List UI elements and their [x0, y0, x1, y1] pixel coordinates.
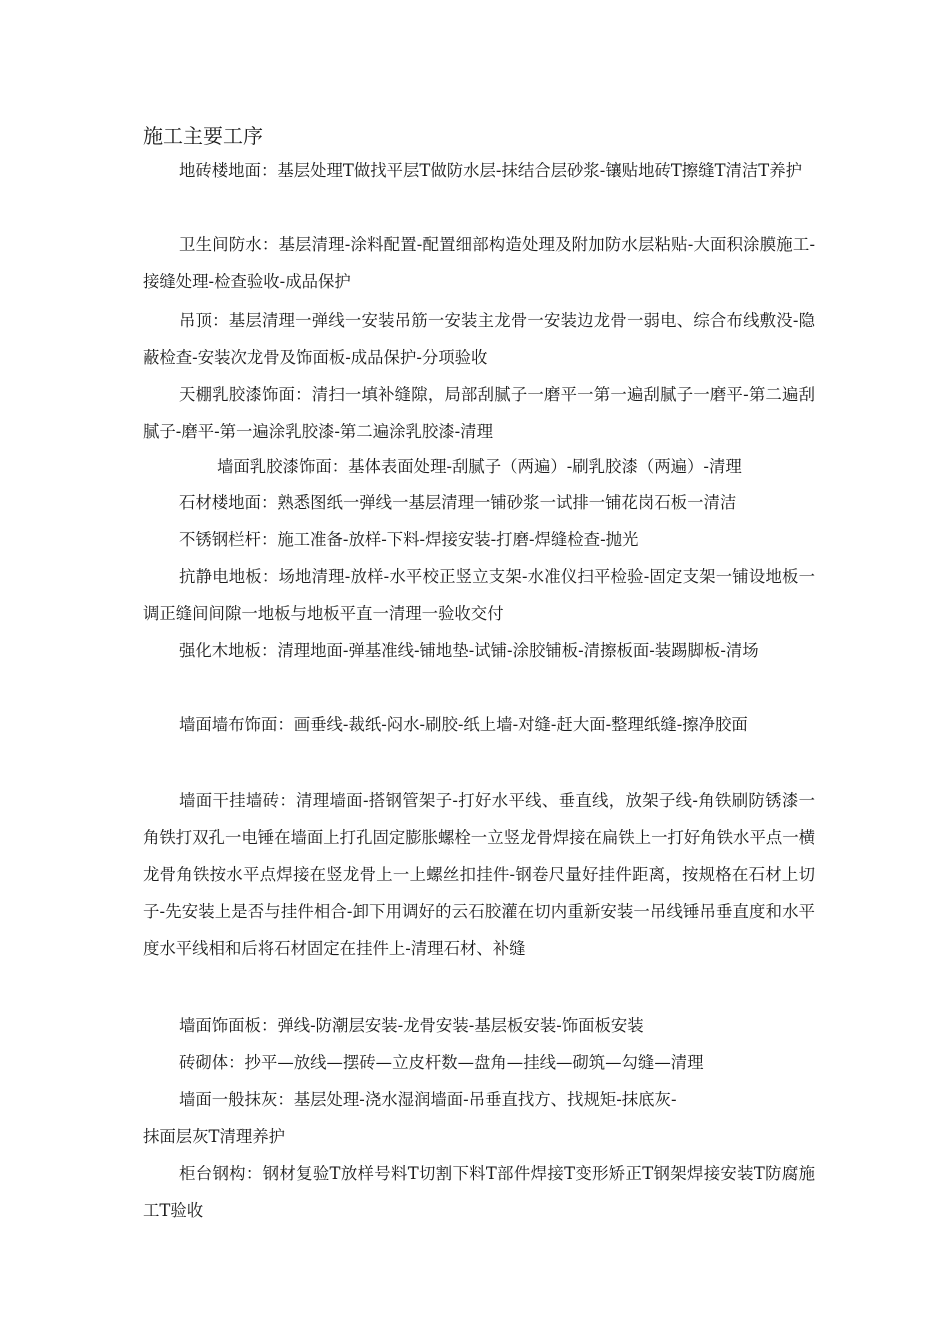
paragraph-ceiling-latex-paint: 天棚乳胶漆饰面：清扫一填补缝隙，局部刮腻子一磨平一第一遍刮腻子一磨平-第二遍刮腻子-磨平-第一遍涂乳胶漆-第二遍涂乳胶漆-清理	[143, 385, 815, 441]
paragraph-counter-steel: 柜台钢构：钢材复验T放样号料T切割下料T部件焊接T变形矫正T钢架焊接安装T防腐施工T验收	[143, 1164, 815, 1220]
paragraph-wall-plaster-continued: 抹面层灰T清理养护	[143, 1127, 286, 1146]
paragraph-stainless-railing: 不锈钢栏杆：施工准备-放样-下料-焊接安装-打磨-焊缝检查-抛光	[179, 530, 639, 549]
paragraph-wall-cloth: 墙面墙布饰面：画垂线-裁纸-闷水-刷胶-纸上墙-对缝-赶大面-整理纸缝-擦净胶面	[179, 715, 748, 734]
paragraph-stone-floor: 石材楼地面：熟悉图纸一弹线一基层清理一铺砂浆一试排一铺花岗石板一清洁	[179, 493, 737, 512]
paragraph-brick-masonry: 砖砌体：抄平—放线—摆砖—立皮杆数—盘角—挂线—砌筑—勾缝—清理	[179, 1053, 704, 1072]
paragraph-laminate-floor: 强化木地板：清理地面-弹基准线-铺地垫-试铺-涂胶铺板-清擦板面-装踢脚板-清场	[179, 641, 759, 660]
paragraph-wall-panel: 墙面饰面板：弹线-防潮层安装-龙骨安装-基层板安装-饰面板安装	[179, 1016, 644, 1035]
paragraph-floor-tile: 地砖楼地面：基层处理T做找平层T做防水层-抹结合层砂浆-镶贴地砖T擦缝T清洁T养护	[179, 161, 803, 180]
paragraph-wall-plaster: 墙面一般抹灰：基层处理-浇水湿润墙面-吊垂直找方、找规矩-抹底灰-	[179, 1090, 677, 1109]
paragraph-antistatic-floor: 抗静电地板：场地清理-放样-水平校正竖立支架-水准仪扫平检验-固定支架一铺设地板一调正缝间间隙一地板与地板平直一清理一验收交付	[143, 567, 815, 623]
paragraph-bathroom-waterproof: 卫生间防水：基层清理-涂料配置-配置细部构造处理及附加防水层粘贴-大面积涂膜施工-接缝处理-检查验收-成品保护	[143, 235, 815, 291]
document-title: 施工主要工序	[143, 124, 263, 148]
paragraph-ceiling: 吊顶：基层清理一弹线一安装吊筋一安装主龙骨一安装边龙骨一弱电、综合布线敷没-隐蔽检查-安装次龙骨及饰面板-成品保护-分项验收	[143, 311, 815, 367]
paragraph-wall-dry-hang-tile: 墙面干挂墙砖：清理墙面-搭钢管架子-打好水平线、垂直线，放架子线-角铁刷防锈漆一角铁打双孔一电锤在墙面上打孔固定膨胀螺栓一立竖龙骨焊接在扁铁上一打好角铁水平点一横龙骨角铁按水平点焊接在竖龙骨上一上螺丝扣挂件-钢卷尺量好挂件距离，按规格在石材上切子-先安装上是否与挂件相合-卸下用调好的云石胶灌在切内重新安装一吊线锤吊垂直度和水平度水平线相和后将石材固定在挂件上-清理石材、补缝	[143, 791, 816, 958]
paragraph-wall-latex-paint: 墙面乳胶漆饰面：基体表面处理-刮腻子（两遍）-刷乳胶漆（两遍）-清理	[217, 457, 742, 476]
